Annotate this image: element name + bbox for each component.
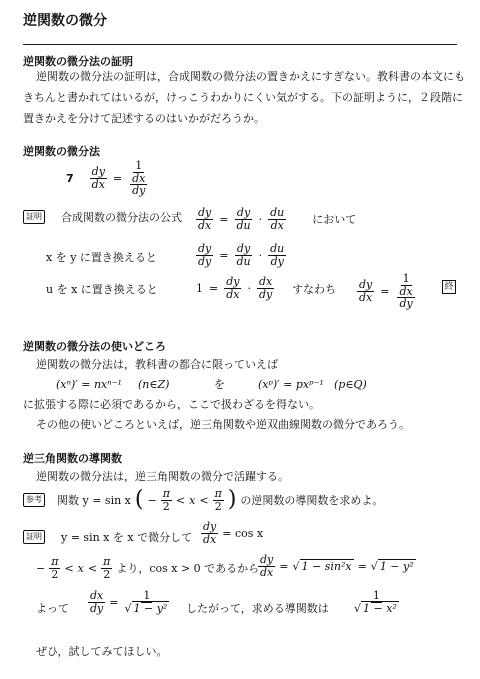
- result-formula: $\frac{dy}{dx}$ = $\frac{1}{\frac{dx}{dy}}$: [359, 272, 413, 311]
- closing-text: ぜひ，試してみてほしい。: [36, 645, 168, 658]
- paragraph-line: きちんと書かれてはいるが，けっこうわかりにくい気がする。下の証明ように，２段階に: [23, 91, 463, 104]
- theorem-number: 7: [66, 171, 74, 185]
- substitution-1-label: x を y に置き換えると: [46, 251, 157, 264]
- usage-line-3: その他の使いどころといえば，逆三角関数や逆双曲線関数の微分であろう。: [36, 418, 410, 431]
- paragraph-line: 逆関数の微分法の証明は，合成関数の微分法の置きかえにすぎない。教科書の本文にも: [36, 70, 465, 83]
- yotte-label: よって: [36, 602, 69, 615]
- chain-rule-formula: $\frac{dy}{dx}$ = $\frac{dy}{du}$ · $\frac{du}{dx}$ において: [198, 206, 357, 232]
- proof2-line-1: 証明 y = sin x を x で微分して: [23, 529, 192, 545]
- reference-problem: 参考 関数 y = sin x ( − $\frac{\pi}{2}$ < x < $\frac{\pi}{2}$ ) の逆関数の導関数を求めよ。: [23, 488, 383, 512]
- proof-label: 証明: [23, 530, 45, 544]
- usage-line-2: に拡張する際に必須であるから，ここで扱わざるを得ない。: [23, 398, 320, 411]
- title-rule: [23, 44, 457, 45]
- fraction: $\frac{1}{\frac{dx}{dy}}$: [132, 159, 146, 198]
- proof2-sqrt-formula: $\frac{dy}{dx}$ = √ 1 − sin²x = √ 1 − y²: [260, 553, 414, 579]
- proof2-reciprocal: $\frac{dx}{dy}$ = $\frac{1}{\text{√ 1 − y²}}$: [90, 589, 168, 615]
- substitution-2-formula: 1 = $\frac{dy}{dx}$ · $\frac{dx}{dy}$: [196, 275, 273, 301]
- end-mark: 終: [442, 280, 456, 294]
- inverse-trig-line-1: 逆関数の微分法は，逆三角関数の微分で活躍する。: [36, 470, 289, 483]
- section-heading-rule: 逆関数の微分法: [23, 145, 100, 158]
- sunawachi-label: すなわち: [292, 283, 336, 296]
- fraction: $\frac{dy}{dx}$: [91, 165, 105, 191]
- page-title: 逆関数の微分: [23, 13, 107, 29]
- proof2-derivative: $\frac{dy}{dx}$ = cos x: [203, 520, 264, 546]
- theorem-7: 7 $\frac{dy}{dx}$ = $\frac{1}{\frac{dx}{dy}}$: [66, 160, 149, 197]
- section-heading-usage: 逆関数の微分法の使いどころ: [23, 340, 166, 353]
- proof-label: 証明: [23, 210, 45, 224]
- final-derivative: $\frac{1}{\text{√ 1 − x²}}$: [354, 589, 397, 615]
- substitution-2-label: u を x に置き換えると: [46, 283, 158, 296]
- section-heading-proof: 逆関数の微分法の証明: [23, 55, 133, 68]
- paragraph-line: 置きかえを分けて記述するのはいかがだろうか。: [23, 112, 265, 125]
- section-proof-paragraph: [23, 66, 466, 129]
- power-rule-row: (xⁿ)′ = nxⁿ⁻¹ (n∈Z) を (xᵖ)′ = pxᵖ⁻¹ (p∈Q): [56, 377, 367, 391]
- therefore-text: したがって，求める導関数は: [186, 602, 329, 615]
- proof2-line-2: − $\frac{\pi}{2}$ < x < $\frac{\pi}{2}$ より，cos x > 0 であるから: [36, 555, 260, 581]
- proof-line-1: 証明 合成関数の微分法の公式: [23, 209, 182, 225]
- substitution-1-formula: $\frac{dy}{dy}$ = $\frac{dy}{du}$ · $\frac{du}{dy}$: [198, 242, 285, 268]
- section-heading-inverse-trig: 逆三角関数の導関数: [23, 452, 122, 465]
- reference-label: 参考: [23, 493, 45, 507]
- usage-line-1: 逆関数の微分法は，教科書の都合に限っていえば: [36, 358, 278, 371]
